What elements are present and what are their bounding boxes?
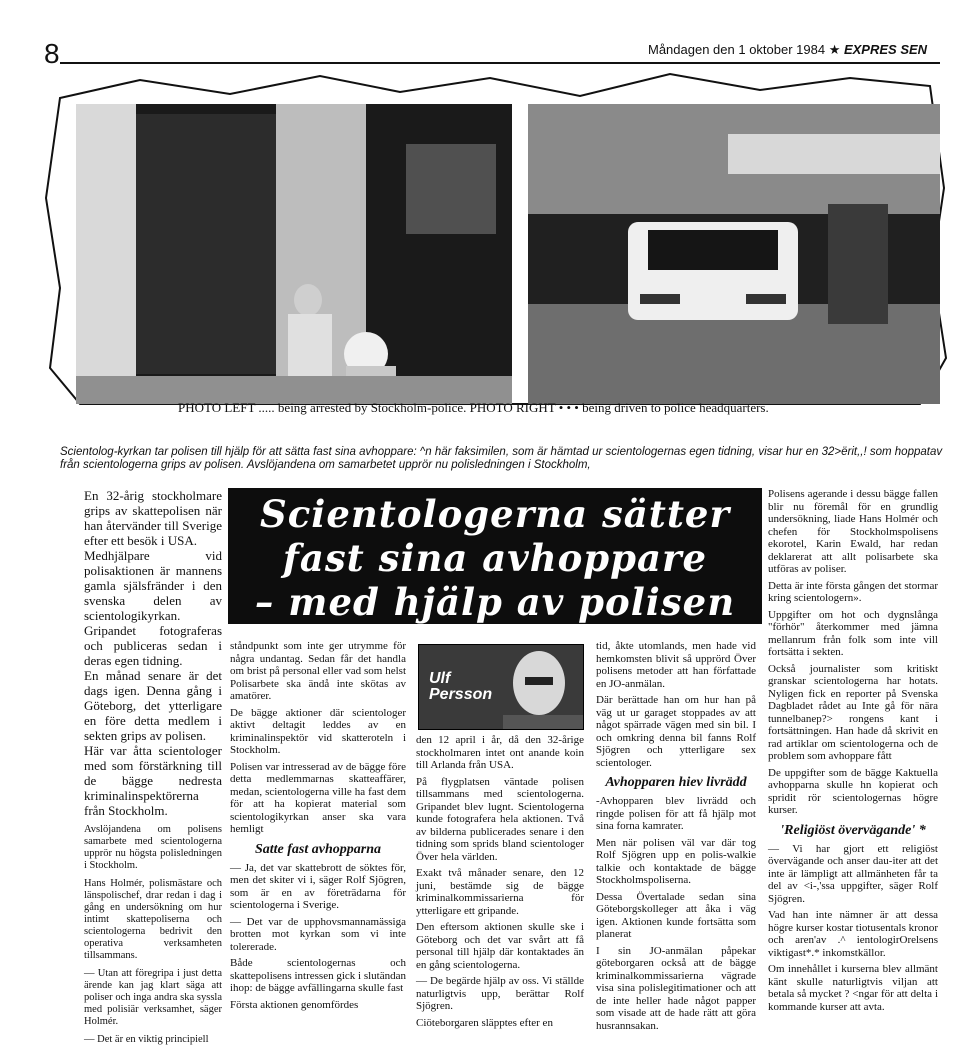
body-paragraph: Dessa Övertalade sedan sina Göteborgskolleger att åka i väg igen. Aktionen kunde fortsätta som planerat [596,890,756,940]
header-rule [60,62,940,64]
body-paragraph: Men när polisen väl var där tog Rolf Sjögren upp en polis-walkie talkie och kontaktade de bägge Stockholmspoliserna. [596,836,756,886]
body-paragraph: De uppgifter som de bägge Kaktuella avhopparna skulle hn kopierat och spridit rör scientologernas högre kurser. [768,766,938,816]
lead-paragraph: Medhjälpare vid polisaktionen är mannens gamla själsfränder i den svenska delen av scientologikyrkan. Gripandet fotograferas och publiceras sedan i deras egen tidning. [84,548,222,668]
body-paragraph: — Vi har gjort ett religiöst övervägande och anser dau-iter att det inte är lämpligt att allmänheten får ta del av <i-,'ssa uppgifter, säger Rolf Sjögren. [768,842,938,905]
body-paragraph: Ciöteborgaren släpptes efter en [416,1016,553,1029]
body-paragraph: — Utan att föregripa i just detta ärende kan jag klart säga att poliser och inga andra ska syssla med polisiär verksamhet, säger Holmér. [84,968,222,1027]
arrest-scene-icon [76,104,512,404]
body-paragraph: tid, åkte utomlands, men hade vid hemkomsten blivit så upprörd Över polisens metoder att han författade en JO-anmälan. [596,640,756,690]
photo-caption-english: PHOTO LEFT ..... being arrested by Stockholm-police. PHOTO RIGHT • • • being driven to police headquarters. [178,400,769,415]
headline-line-1: Scientologerna sätter [260,492,730,536]
subheading: Avhopparen hiev livrädd [605,775,747,790]
body-paragraph: Hans Holmér, polismästare och länspolischef, drar redan i dag i gång en undersökning om hur intimt skattepoliserna och scientologerna bedrivit den operativa verksamheten tillsammans. [84,878,222,961]
body-paragraph: ståndpunkt som inte ger utrymme för några undantag. Sedan får det handla om brist på personal eller vad som helst Polisarbete ska ändå inte skötas av amatörer. [230,640,406,702]
lead-paragraph: Här var åtta scientologer med som förstärkning till de bägge nedresta kriminalinspektörerna från Stockholm. [84,743,222,818]
body-paragraph: Om innehållet i kurserna blev allmänt känt skulle naturligtvis viljan att betala så mycket ? <ngar för att delta i kommande kurser att avta. [768,963,938,1013]
body-paragraph: Också journalister som kritiskt granskar scientologerna har hotats. Nyligen fick en reporter på Svenska Dagbladet rådet au Inte gå för nära tunnelbanep?> rongens kant i fortsättningen. Han hade då skrivit en rad artiklar om scientologerna och de problem som avhoppare fått [768,662,938,762]
body-paragraph: — Ja, det var skattebrott de söktes för, men det skiter vi i, säger Rolf Sjögren, som är en av företrädarna för scientologerna i Sverige. [230,861,406,911]
headline-line-2: fast sina avhoppare [282,536,708,580]
photo-clipping [20,68,950,408]
photo-arrest-scene [76,104,512,404]
body-paragraph: Exakt två månader senare, den 12 juni, bestämde sig de bägge kriminalkommissarierna för ytterligare ett gripande. [416,867,584,917]
article-column-3 [416,734,584,1033]
body-paragraph: I sin JO-anmälan påpekar göteborgaren också att de bägge kriminalkommissarierna vägrade visa sina polislegitimationer och att de inte heller hade något papper som visade att de hade rätt att göra husrannsakan. [596,944,756,1032]
dateline [648,42,927,58]
body-paragraph: Första aktionen genomfördes [230,998,359,1011]
body-paragraph: Uppgifter om hot och dygnslånga "förhör" återkommer med jämna mellanrum från folk som inte vill fortsätta i sekten. [768,608,938,658]
subheading: 'Religiöst övervägande' * [780,822,926,838]
photo-caption-swedish: Scientolog-kyrkan tar polisen till hjälp för att sätta fast sina avhoppare: ^n här faksimilen, som är hämtad ur scientologernas egen tidning, visar hur en 32>ërit,,! som hoppatav från scientologerna grips av polisen. Avslöjandena om samarbetet upprör nu polisledningen i Stockholm, [60,446,943,471]
body-paragraph: — Det är en viktig principiell [84,1034,209,1045]
portrait-photo [418,644,584,730]
portrait-byline-first: Ulf [429,670,451,687]
subheading: Satte fast avhopparna [254,841,381,857]
newspaper-brand: EXPRES SEN [843,42,928,57]
headline-line-3: – med hjälp av polisen [254,580,736,624]
portrait-byline [429,671,492,703]
body-paragraph: Vad han inte nämner är att dessa högre kurser kostar tiotusentals kronor och aren'av .^ ientologirOrelsens viktigast*.* inkomstkällor. [768,909,938,959]
article-column-5 [768,488,938,1017]
article-column-2 [230,640,406,1015]
dateline-text: Måndagen den 1 oktober 1984 ★ [648,42,844,57]
body-paragraph: På flygplatsen väntade polisen tillsammans med scientologerna. Gripandet blev lugnt. Scientologerna kunde fotografera hela aktionen. Två av bilderna publicerades senare i den tidning som sprids bland scientologer Över hela världen. [416,775,584,863]
lead-paragraph: En månad senare är det dags igen. Denna gång i Göteborg, det ytterligare en före detta medlem i sekten grips av polisen. [84,668,222,743]
body-paragraph: Där berättade han om hur han på väg ut ur garaget stoppades av att något spärrade vägen med sin bil. I och omkring denna bil fanns Rolf Sjögren och ytterligare sex scientologer. [596,694,756,769]
body-paragraph: — De begärde hjälp av oss. Vi ställde naturligtvis upp, berättar Rolf Sjögren. [416,975,584,1012]
body-paragraph: — Det var de upphovsmannamässiga brotten mot kyrkan som vi inte tolererade. [230,915,406,953]
lead-small-text [84,824,222,1046]
body-paragraph: De bägge aktioner där scientologer aktivt deltagit leddes av en kriminalinspektör vid skatteroteln i Stockholm. [230,706,406,756]
body-paragraph: Den eftersom aktionen skulle ske i Göteborg och det var svårt att få personal till hjälp där kontaktades än en gång scientologerna. [416,921,584,971]
page-number: 8 [44,38,60,69]
body-paragraph: Både scientologernas och skattepolisens intressen gick i slutändan ihop: de bägge avfällingarna skulle fast [230,957,406,994]
body-paragraph: Detta är inte första gången det stormar kring scientologern». [768,579,938,604]
headline-box [228,488,762,624]
car-driving-icon [528,104,940,404]
body-paragraph: Polisens agerande i dessu bägge fallen blir nu föremål för en grundlig undersökning, liade Hans Holmér och chefen för Stockholmspolisens ekorotel, Karin Ewald, har redan deklarerat att allt polisarbete ska utföras av poliser. [768,488,938,575]
body-paragraph: Avslöjandena om polisens samarbete med scientologerna upprör nu högsta polisledningen i Stockholm. [84,824,222,871]
body-paragraph: -Avhopparen blev livrädd och ringde polisen för att få hjälp mot sina forna kamrater. [596,795,756,832]
portrait-byline-last: Persson [429,686,493,703]
lead-column [84,488,222,1052]
lead-paragraph: En 32-årig stockholmare grips av skattepolisen när han återvänder till Sverige efter ett besök i USA. [84,488,222,548]
body-paragraph: Polisen var intresserad av de bägge före detta medlemmarnas skatteaffärer, medan, scientologerna ville ha fast dem för att ha kopierat material som scientologikyrkan anser ska vara hemligt [230,760,406,835]
photo-car-driving [528,104,940,404]
article-column-4 [596,640,756,1036]
body-paragraph: den 12 april i år, då den 32-årige stockholmaren intet ont anande koin till Arlanda från USA. [416,734,584,771]
